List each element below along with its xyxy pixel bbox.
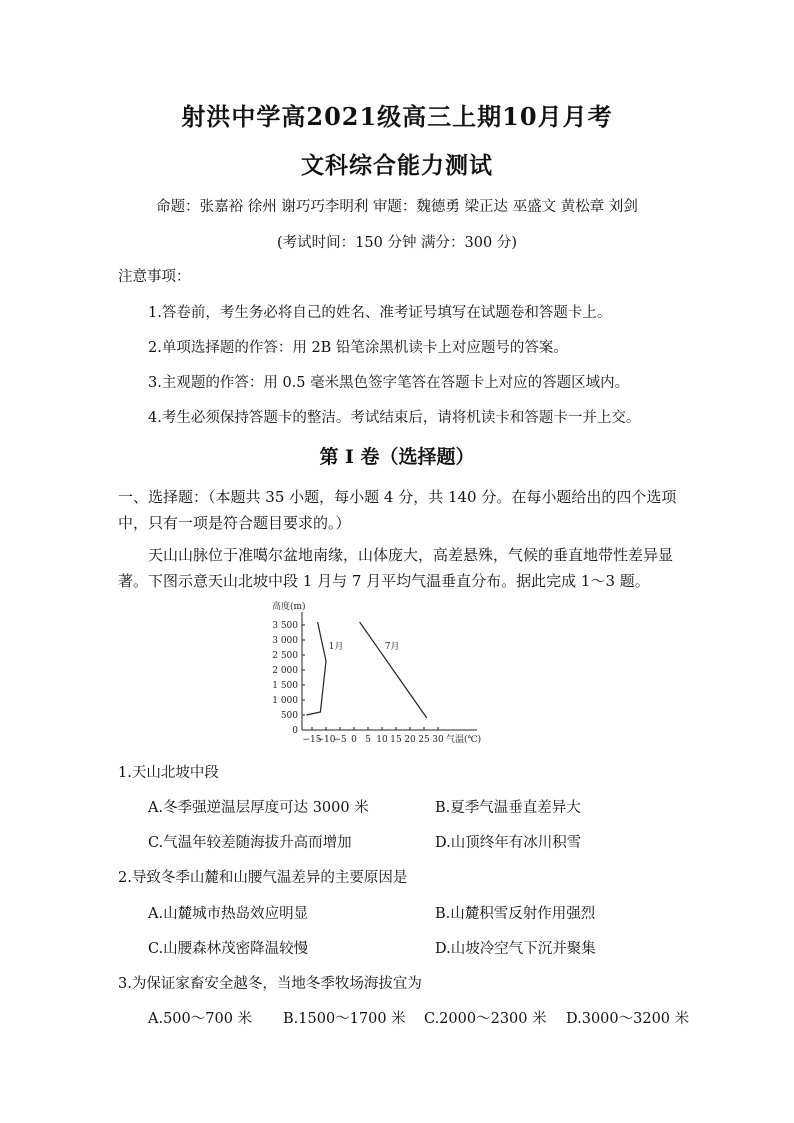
section-title: 第 I 卷（选择题） [319,446,475,468]
y-tick-label: 3 000 [272,636,298,646]
x-axis-label: 气温(℃) [446,735,482,745]
y-tick-label: 1 500 [272,681,298,691]
question-1-option-d: D.山顶终年有冰川积雪 [435,835,582,851]
exam-subtitle: 文科综合能力测试 [301,152,493,179]
y-tick-label: 2 500 [272,651,298,661]
y-tick-label: 3 500 [272,621,298,631]
note-item-3: 3.主观题的作答：用 0.5 毫米黑色签字笔答在答题卡上对应的答题区域内。 [148,375,630,391]
january-line [306,622,326,715]
question-1-stem: 1.天山北坡中段 [118,765,219,781]
x-tick-label: 30 [432,735,444,745]
question-2-option-a: A.山麓城市热岛效应明显 [148,906,309,922]
x-tick-label: 20 [404,735,416,745]
y-tick-label: 2 000 [272,666,298,676]
question-3-option-a: A.500～700 米 [148,1011,253,1027]
x-tick-label: 0 [351,735,357,745]
x-tick-label: 10 [376,735,388,745]
x-tick-label: 25 [418,735,430,745]
question-2-option-d: D.山坡冷空气下沉并聚集 [435,941,596,957]
passage: 天山山脉位于准噶尔盆地南缘，山体庞大，高差悬殊，气候的垂直地带性差异显著。下图示意天山北坡中段 1 月与 7 月平均气温垂直分布。据此完成 1～3 题。 [118,546,674,590]
question-2-stem: 2.导致冬季山麓和山腰气温差异的主要原因是 [118,870,408,886]
july-label: 7月 [384,642,400,652]
y-tick-label: 0 [292,726,298,736]
exam-info: (考试时间：150 分钟 满分：300 分) [277,235,517,251]
section-intro: 一、选择题：（本题共 35 小题，每小题 4 分，共 140 分。在每小题给出的四个选项中，只有一项是符合题目要求的。） [118,488,677,532]
temperature-chart [262,596,542,748]
january-label: 1月 [328,642,344,652]
question-3-option-c: C.2000～2300 米 [424,1011,547,1027]
question-1-option-a: A.冬季强逆温层厚度可达 3000 米 [148,800,369,816]
question-2-option-c: C.山腰森林茂密降温较慢 [148,941,309,957]
question-1-option-b: B.夏季气温垂直差异大 [435,800,581,816]
y-tick-label: 1 000 [272,696,298,706]
question-1-option-c: C.气温年较差随海拔升高而增加 [148,835,352,851]
note-item-2: 2.单项选择题的作答：用 2B 铅笔涂黑机读卡上对应题号的答案。 [148,340,568,356]
july-line [360,622,427,718]
notes-heading: 注意事项： [118,269,191,285]
question-2-option-b: B.山麓积雪反射作用强烈 [435,906,596,922]
exam-title: 射洪中学高2021级高三上期10月月考 [181,102,613,131]
y-tick-label: 500 [280,711,298,721]
authors-line: 命题：张嘉裕 徐州 谢巧巧李明利 审题：魏德勇 梁正达 巫盛文 黄松章 刘剑 [156,199,638,215]
x-tick-label: −5 [333,735,347,745]
x-tick-label: 5 [365,735,371,745]
x-tick-label: 15 [390,735,402,745]
note-item-1: 1.答卷前，考生务必将自己的姓名、准考证号填写在试题卷和答题卡上。 [148,305,612,321]
y-axis-label: 高度(m) [272,602,306,612]
question-3-stem: 3.为保证家畜安全越冬，当地冬季牧场海拔宜为 [118,976,422,992]
question-3-option-b: B.1500～1700 米 [283,1011,406,1027]
x-tick-label: −10 [316,735,336,745]
note-item-4: 4.考生必须保持答题卡的整洁。考试结束后，请将机读卡和答题卡一并上交。 [148,410,641,426]
x-tick-label: −15 [302,735,322,745]
question-3-option-d: D.3000～3200 米 [566,1011,690,1027]
